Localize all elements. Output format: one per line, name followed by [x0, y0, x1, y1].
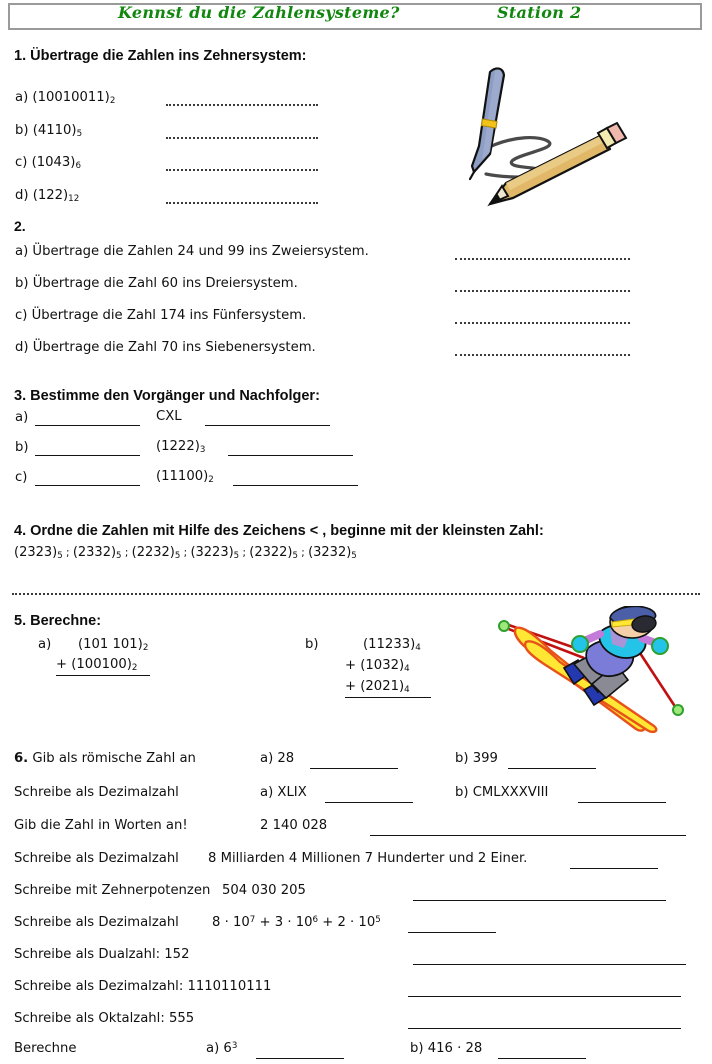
ex1-a-label: a) (10010011)	[15, 90, 110, 105]
ex5-b-sum-rule	[345, 696, 431, 698]
ex4-sep-4: ;	[297, 547, 309, 559]
ex6-row5-blank[interactable]	[413, 899, 666, 901]
station-label: Station 2	[497, 3, 582, 22]
pen-icon	[470, 68, 504, 179]
ex6-row6-exp1: 7	[249, 915, 256, 926]
ex5-b-label: b)	[305, 637, 319, 652]
ex6-row6-exp3: 5	[375, 915, 381, 926]
ex6-row1-b-label: b) 399	[455, 751, 498, 766]
ex6-row10-b-label: b) 416 · 28	[410, 1041, 483, 1056]
ex3-b-value	[156, 439, 205, 455]
exercise-3-heading: 3. Bestimme den Vorgänger und Nachfolger:	[14, 388, 320, 404]
exercise-1-item-a	[15, 90, 115, 106]
ex5-a-sum-rule	[56, 674, 150, 676]
ex3-b-predecessor-blank[interactable]	[35, 454, 140, 456]
ex6-row9-blank[interactable]	[408, 1027, 681, 1029]
ex6-row2-a-label: a) XLIX	[260, 785, 307, 800]
ex4-sep-1: ;	[121, 547, 132, 559]
pen-and-pencil-illustration	[446, 62, 636, 222]
ex6-row7-prompt: Schreibe als Dualzahl: 152	[14, 947, 190, 962]
page-title: Kennst du die Zahlensysteme?	[118, 3, 400, 22]
exercise-6-number: 6.	[14, 751, 29, 766]
ex1-b-label: b) (4110)	[15, 123, 77, 138]
ex6-row8-blank[interactable]	[408, 995, 681, 997]
ex3-c-predecessor-blank[interactable]	[35, 484, 140, 486]
ex2-c-answer-line[interactable]	[455, 318, 630, 324]
skier-svg	[492, 606, 688, 734]
ex2-b-answer-line[interactable]	[455, 286, 630, 292]
ex1-c-answer-line[interactable]	[166, 165, 318, 171]
ex3-c-value-text: (11100)	[156, 469, 209, 484]
exercise-2-heading: 2.	[14, 218, 26, 234]
ex4-answer-line[interactable]	[12, 589, 700, 595]
ex5-b-line2: + $(1032)_4$	[345, 658, 410, 674]
ex3-b-value-text: (1222)	[156, 439, 200, 454]
skier-illustration	[492, 606, 688, 734]
ex6-row3-value: 2 140 028	[260, 818, 328, 833]
ex1-b-base: 5	[76, 128, 83, 139]
ex4-sep-0: ;	[62, 547, 73, 559]
ex3-a-predecessor-blank[interactable]	[35, 424, 140, 426]
ex6-row9-prompt: Schreibe als Oktalzahl: 555	[14, 1011, 195, 1026]
ex2-d-answer-line[interactable]	[455, 350, 630, 356]
ex6-row2-a-blank[interactable]	[325, 801, 413, 803]
ex6-row1-prompt: Gib als römische Zahl an	[32, 751, 196, 766]
head-icon	[610, 606, 657, 638]
exercise-1-item-b	[15, 123, 82, 139]
ex5-a-label: a)	[38, 637, 52, 652]
ex6-row6-exp2: 6	[312, 915, 319, 926]
ex1-d-label: d) (122)	[15, 188, 69, 203]
ex1-a-answer-line[interactable]	[166, 100, 318, 106]
ex6-row8-prompt: Schreibe als Dezimalzahl: 1110110111	[14, 979, 272, 994]
ex6-row2-b-blank[interactable]	[578, 801, 666, 803]
ex1-c-label: c) (1043)	[15, 155, 76, 170]
ex6-row6-p1: 8 · 10	[212, 915, 250, 930]
ex6-row6-prompt: Schreibe als Dezimalzahl	[14, 915, 179, 930]
ex4-num-4: $(2322)_5$	[249, 545, 298, 561]
ex3-a-value-text: CXL	[156, 409, 182, 424]
ex6-row5-value: 504 030 205	[222, 883, 306, 898]
ex6-row3-blank[interactable]	[370, 834, 686, 836]
ex1-d-base: 12	[68, 193, 80, 204]
ex6-row10-a-exp: 3	[231, 1041, 238, 1052]
ex4-num-3: $(3223)_5$	[190, 545, 240, 561]
ex5-a-line2: + $(100100)_2$	[56, 657, 138, 673]
ex4-sep-2: ;	[180, 547, 191, 559]
ex4-num-2: $(2232)_5$	[131, 545, 181, 561]
exercise-5-heading: 5. Berechne:	[14, 613, 102, 629]
ex3-b-successor-blank[interactable]	[228, 454, 353, 456]
ex1-a-base: 2	[109, 95, 116, 106]
ex4-num-5: $(3232)_5$	[308, 545, 357, 561]
pen-pencil-svg	[446, 62, 636, 222]
ex6-row2-prompt: Schreibe als Dezimalzahl	[14, 785, 179, 800]
exercise-4-heading: 4. Ordne die Zahlen mit Hilfe des Zeichens < , beginne mit der kleinsten Zahl:	[14, 523, 544, 539]
glove-left-icon	[572, 636, 588, 652]
ex3-a-value	[156, 409, 182, 425]
ex6-row1-a-label: a) 28	[260, 751, 295, 766]
exercise-6-row-1	[14, 751, 196, 766]
ex6-row6-p3: + 2 · 10	[318, 915, 376, 930]
ex6-row1-b-blank[interactable]	[508, 767, 596, 769]
ex6-row6-value	[212, 915, 381, 930]
ex6-row3-prompt: Gib die Zahl in Worten an!	[14, 818, 188, 833]
glove-right-icon	[652, 638, 668, 654]
ex6-row10-b-blank[interactable]	[498, 1057, 586, 1059]
ex6-row10-a-prefix: a) 6	[206, 1041, 232, 1056]
ex6-row4-prompt: Schreibe als Dezimalzahl	[14, 851, 179, 866]
ex6-row4-value: 8 Milliarden 4 Millionen 7 Hunderter und 2 Einer.	[208, 851, 528, 866]
ex5-a-line1: (101 $101)_2$	[78, 637, 149, 653]
ex3-c-successor-blank[interactable]	[233, 484, 358, 486]
ex4-num-0: $(2323)_5$	[14, 545, 63, 561]
ex3-b-label: b)	[15, 440, 29, 455]
exercise-2-item-d: d) Übertrage die Zahl 70 ins Siebenersystem.	[15, 340, 316, 355]
ex5-b-line1: $(11233)_4$	[363, 637, 421, 653]
ex6-row6-blank[interactable]	[408, 931, 496, 933]
ex6-row1-a-blank[interactable]	[310, 767, 398, 769]
exercise-1-heading: 1. Übertrage die Zahlen ins Zehnersystem:	[14, 48, 307, 64]
exercise-2-item-b: b) Übertrage die Zahl 60 ins Dreiersystem.	[15, 276, 298, 291]
ex2-a-answer-line[interactable]	[455, 254, 630, 260]
exercise-2-item-a: a) Übertrage die Zahlen 24 und 99 ins Zweiersystem.	[15, 244, 369, 259]
exercise-4-numbers	[14, 545, 357, 561]
ex3-a-successor-blank[interactable]	[205, 424, 330, 426]
ex6-row4-blank[interactable]	[570, 867, 658, 869]
ex1-b-answer-line[interactable]	[166, 133, 318, 139]
ex6-row10-a-label	[206, 1041, 237, 1056]
ex3-b-value-base: 3	[199, 444, 206, 455]
ex1-d-answer-line[interactable]	[166, 198, 318, 204]
ex6-row5-prompt: Schreibe mit Zehnerpotenzen	[14, 883, 211, 898]
ex6-row7-blank[interactable]	[413, 963, 686, 965]
ex6-row6-p2: + 3 · 10	[255, 915, 313, 930]
exercise-1-item-c	[15, 155, 81, 171]
ex6-row10-prompt: Berechne	[14, 1041, 77, 1056]
exercise-1-item-d	[15, 188, 79, 204]
ex5-b-line3: + $(2021)_4$	[345, 679, 410, 695]
ex1-c-base: 6	[75, 160, 81, 171]
ex4-num-1: $(2332)_5$	[72, 545, 122, 561]
ex3-c-value	[156, 469, 214, 485]
ex3-c-value-base: 2	[208, 474, 214, 485]
ex6-row10-a-blank[interactable]	[256, 1057, 344, 1059]
exercise-2-item-c: c) Übertrage die Zahl 174 ins Fünfersystem.	[15, 308, 307, 323]
ex6-row2-b-label: b) CMLXXXVIII	[455, 785, 549, 800]
ex3-a-label: a)	[15, 410, 29, 425]
ex3-c-label: c)	[15, 470, 28, 485]
ex4-sep-3: ;	[239, 547, 250, 559]
